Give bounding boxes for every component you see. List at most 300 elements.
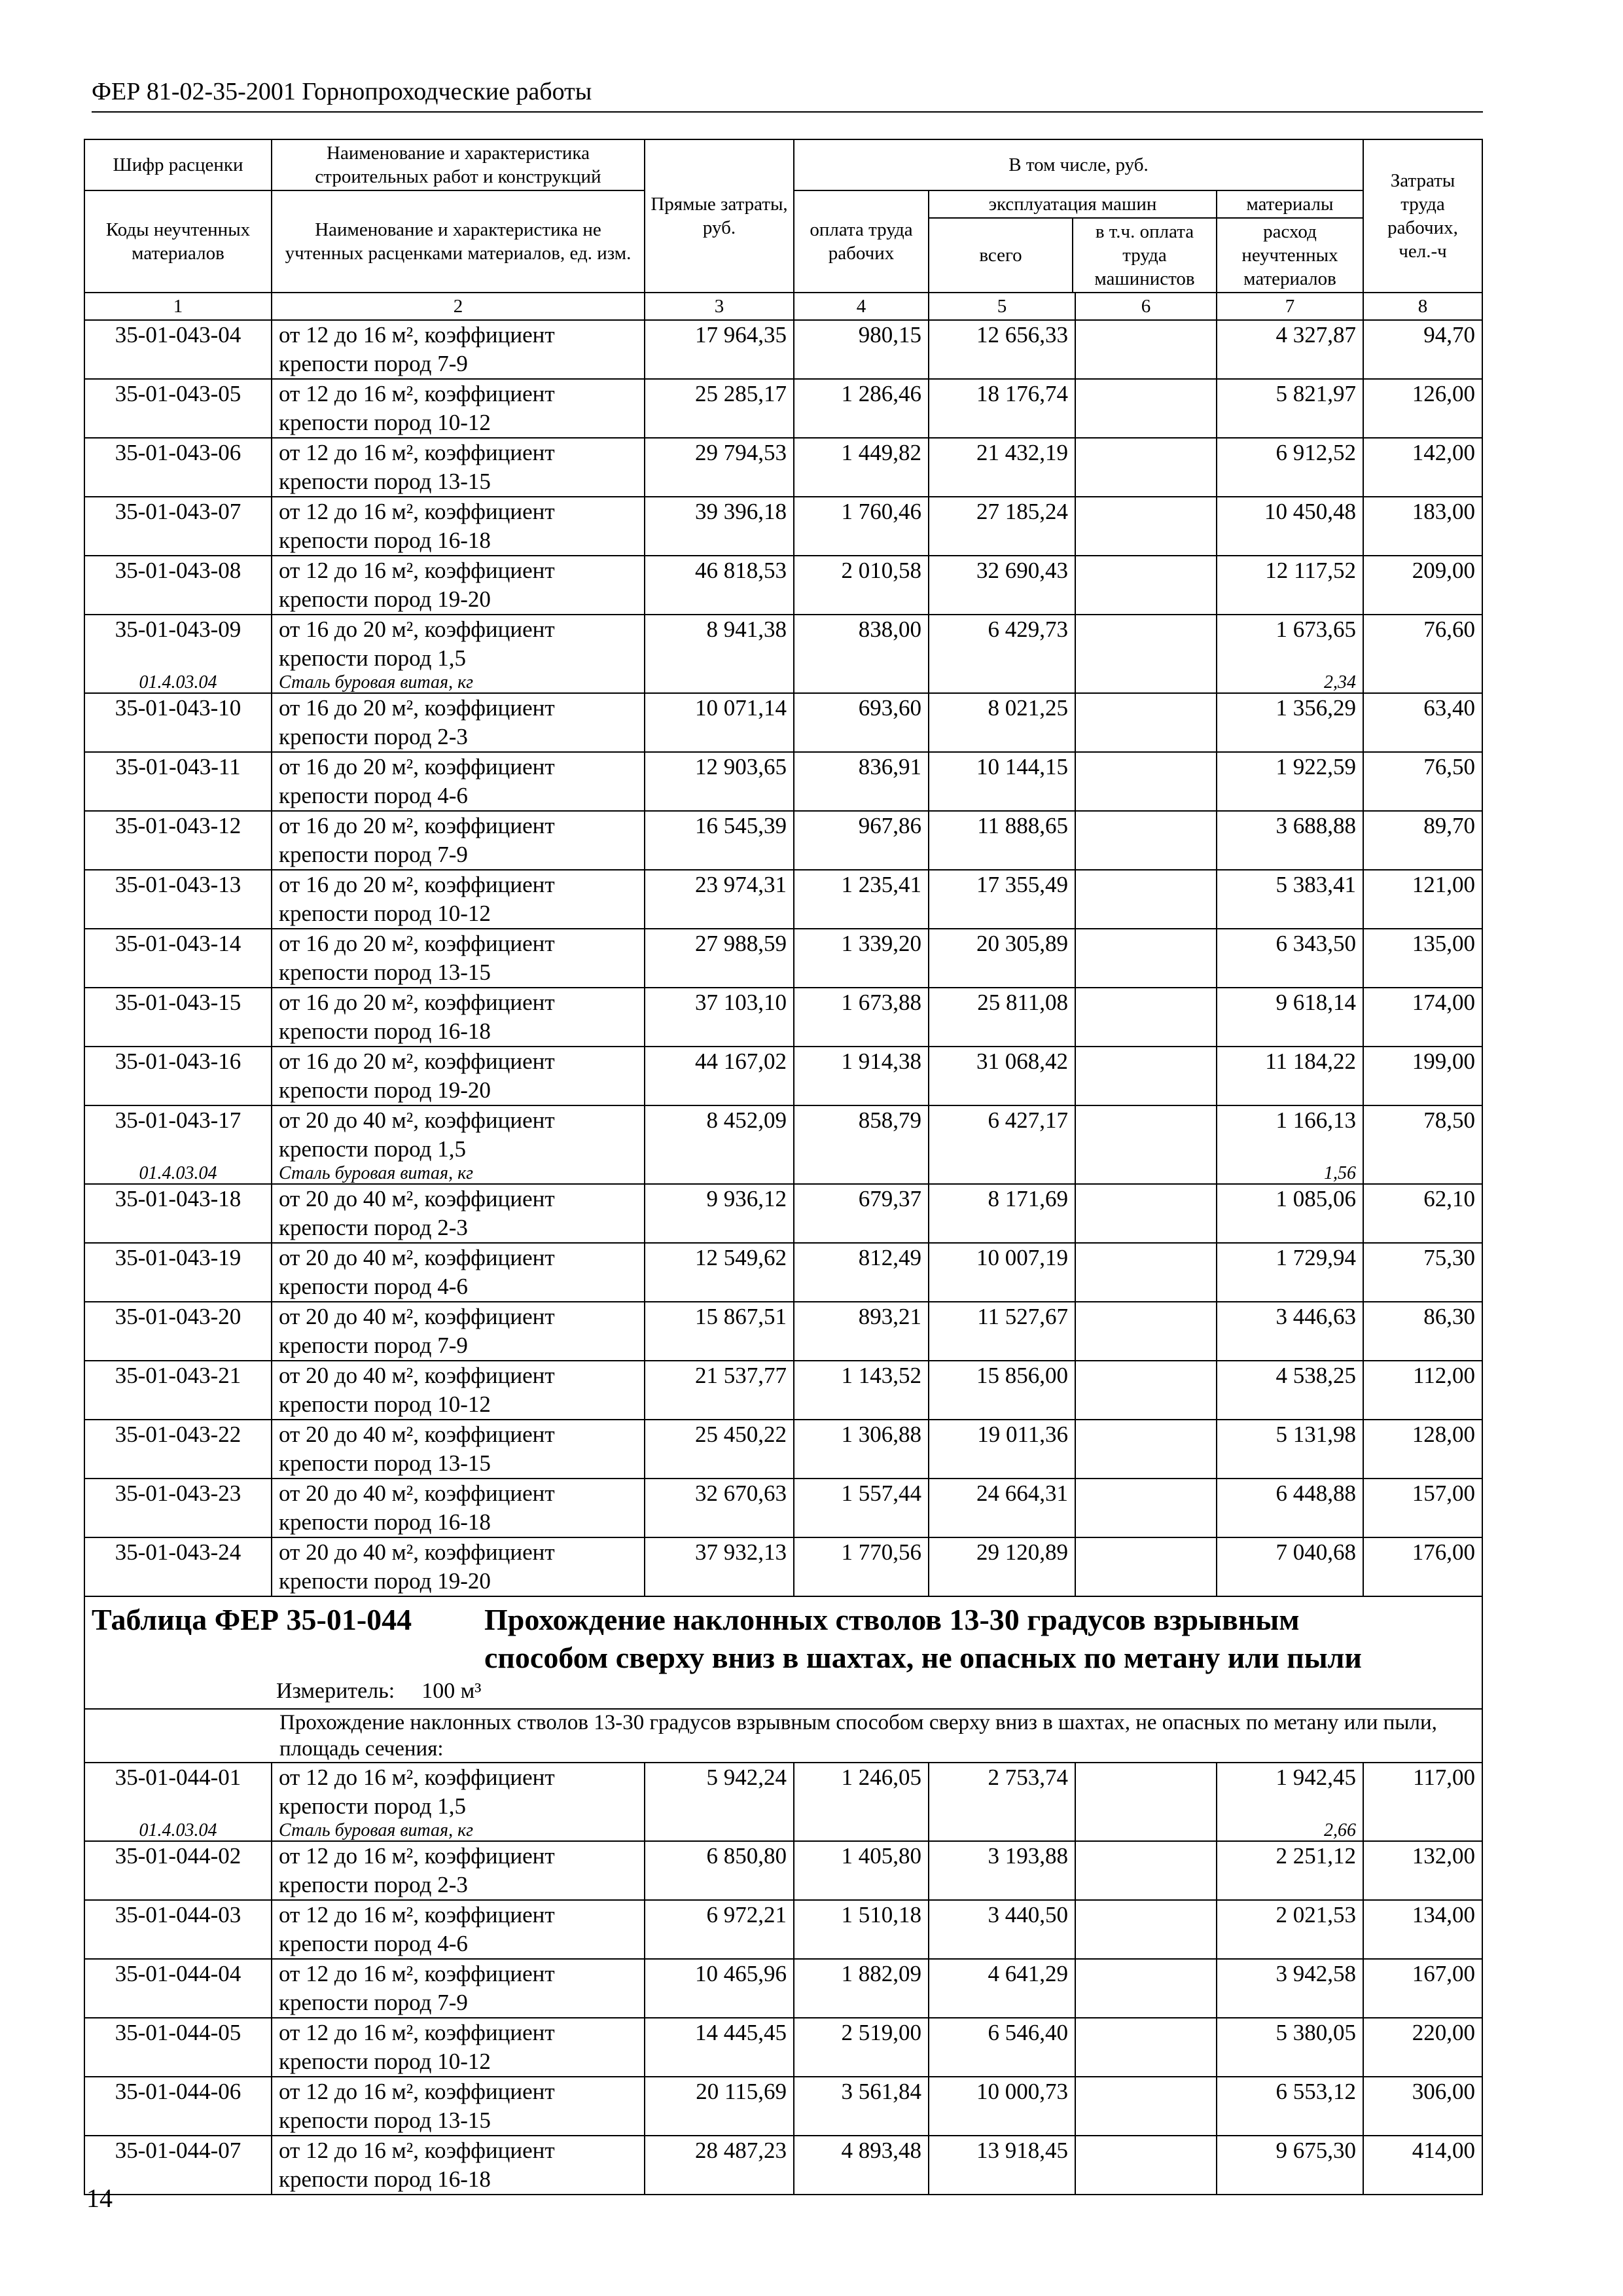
col-incl: В том числе, руб. [794, 139, 1363, 190]
labor-pay: 1 246,05 [794, 1763, 929, 1821]
table-row [84, 1047, 1482, 1105]
col-labor-pay: оплата труда рабочих [794, 190, 929, 293]
rate-name [272, 556, 645, 615]
materials-cost: 6 343,50 [1217, 929, 1363, 988]
materials-cost: 3 688,88 [1217, 811, 1363, 870]
materials-cost: 3 942,58 [1217, 1959, 1363, 2018]
direct-cost: 6 850,80 [645, 1841, 794, 1900]
rate-name-line1: от 12 до 16 м², коэффициент [279, 2020, 555, 2045]
labor-hours: 75,30 [1363, 1243, 1482, 1302]
col-num: 6 [1075, 293, 1217, 320]
machinist-pay [1075, 988, 1217, 1047]
machinist-pay [1075, 497, 1217, 556]
labor-hours: 174,00 [1363, 988, 1482, 1047]
machinist-pay [1075, 929, 1217, 988]
machine-cost: 11 527,67 [929, 1302, 1075, 1361]
rate-name-line2: крепости пород 4-6 [279, 1274, 468, 1299]
empty-cell [645, 673, 794, 693]
table-row [84, 1420, 1482, 1479]
rate-code: 35-01-043-15 [84, 988, 272, 1047]
rate-code: 35-01-043-24 [84, 1537, 272, 1596]
labor-pay: 1 510,18 [794, 1900, 929, 1959]
rate-name-line1: от 20 до 40 м², коэффициент [279, 1186, 555, 1211]
material-name: Сталь буровая витая, кг [272, 673, 645, 693]
table-row [84, 1361, 1482, 1420]
col-materials: материалы [1217, 191, 1363, 218]
rate-name-line1: от 20 до 40 м², коэффициент [279, 1539, 555, 1565]
machine-cost: 8 021,25 [929, 693, 1075, 752]
rate-code: 35-01-043-08 [84, 556, 272, 615]
labor-hours: 220,00 [1363, 2018, 1482, 2077]
col-materials-group [1217, 190, 1363, 293]
labor-hours: 209,00 [1363, 556, 1482, 615]
rate-name-line1: от 12 до 16 м², коэффициент [279, 499, 555, 524]
material-name: Сталь буровая витая, кг [272, 1164, 645, 1184]
rate-name-line2: крепости пород 16-18 [279, 2166, 491, 2192]
empty-cell [794, 1821, 929, 1841]
column-numbers [84, 293, 1482, 320]
labor-pay: 1 339,20 [794, 929, 929, 988]
rate-name [272, 379, 645, 438]
rate-name [272, 1900, 645, 1959]
header-rule [92, 111, 1483, 113]
direct-cost: 44 167,02 [645, 1047, 794, 1105]
rate-name-line1: от 16 до 20 м², коэффициент [279, 990, 555, 1015]
col-num: 7 [1217, 293, 1363, 320]
measure-label: Измеритель: [276, 1679, 395, 1703]
materials-cost: 1 922,59 [1217, 752, 1363, 811]
rate-code: 35-01-043-16 [84, 1047, 272, 1105]
machinist-pay [1075, 1184, 1217, 1243]
materials-cost: 7 040,68 [1217, 1537, 1363, 1596]
materials-cost: 2 251,12 [1217, 1841, 1363, 1900]
rate-name-line1: от 12 до 16 м², коэффициент [279, 1765, 555, 1790]
labor-pay: 1 673,88 [794, 988, 929, 1047]
col-name2: Наименование и характеристика не учтенных расценками материалов, ед. изм. [272, 190, 645, 293]
machinist-pay [1075, 1302, 1217, 1361]
section-044 [84, 1596, 1482, 1763]
col-machines: эксплуатация машин [929, 191, 1216, 218]
table-row [84, 1959, 1482, 2018]
machine-cost: 21 432,19 [929, 438, 1075, 497]
machinist-pay [1075, 1420, 1217, 1479]
rate-name-line2: крепости пород 19-20 [279, 1568, 491, 1594]
section-description: Прохождение наклонных стволов 13-30 градусов взрывным способом сверху вниз в шахтах, не опасных по метану или пыли, площадь сечения: [272, 1709, 1482, 1763]
rates-table [84, 139, 1483, 2195]
labor-hours: 78,50 [1363, 1105, 1482, 1164]
col-mach-total: всего [929, 218, 1073, 292]
direct-cost: 37 103,10 [645, 988, 794, 1047]
rate-code: 35-01-043-04 [84, 320, 272, 379]
labor-hours: 135,00 [1363, 929, 1482, 988]
labor-pay: 1 882,09 [794, 1959, 929, 2018]
materials-cost: 1 166,13 [1217, 1105, 1363, 1164]
labor-pay: 812,49 [794, 1243, 929, 1302]
material-code: 01.4.03.04 [84, 1821, 272, 1841]
machine-cost: 4 641,29 [929, 1959, 1075, 2018]
rate-name-line2: крепости пород 10-12 [279, 410, 491, 435]
rate-code: 35-01-043-11 [84, 752, 272, 811]
labor-hours: 121,00 [1363, 870, 1482, 929]
materials-cost: 1 356,29 [1217, 693, 1363, 752]
labor-hours: 94,70 [1363, 320, 1482, 379]
materials-cost: 1 942,45 [1217, 1763, 1363, 1821]
col-code: Шифр расценки [84, 139, 272, 190]
empty-cell [1075, 1821, 1217, 1841]
labor-pay: 1 306,88 [794, 1420, 929, 1479]
direct-cost: 46 818,53 [645, 556, 794, 615]
direct-cost: 21 537,77 [645, 1361, 794, 1420]
rate-name-line1: от 16 до 20 м², коэффициент [279, 617, 555, 642]
rate-name-line1: от 20 до 40 м², коэффициент [279, 1107, 555, 1133]
rate-code: 35-01-043-05 [84, 379, 272, 438]
labor-pay: 1 449,82 [794, 438, 929, 497]
labor-hours: 63,40 [1363, 693, 1482, 752]
labor-pay: 967,86 [794, 811, 929, 870]
rate-name [272, 2077, 645, 2136]
rate-name [272, 693, 645, 752]
rate-name [272, 1243, 645, 1302]
rate-name-line1: от 12 до 16 м², коэффициент [279, 2138, 555, 2163]
machine-cost: 17 355,49 [929, 870, 1075, 929]
rate-name-line2: крепости пород 10-12 [279, 1391, 491, 1417]
rate-code: 35-01-044-05 [84, 2018, 272, 2077]
rate-code: 35-01-043-14 [84, 929, 272, 988]
rate-name-line2: крепости пород 16-18 [279, 1509, 491, 1535]
rate-name-line1: от 12 до 16 м², коэффициент [279, 381, 555, 406]
direct-cost: 16 545,39 [645, 811, 794, 870]
labor-hours: 117,00 [1363, 1763, 1482, 1821]
machine-cost: 13 918,45 [929, 2136, 1075, 2195]
rate-code: 35-01-043-09 [84, 615, 272, 673]
labor-pay: 980,15 [794, 320, 929, 379]
col-num: 5 [929, 293, 1075, 320]
machinist-pay [1075, 1841, 1217, 1900]
rate-code: 35-01-043-12 [84, 811, 272, 870]
rate-name [272, 1537, 645, 1596]
table-row [84, 1479, 1482, 1537]
machinist-pay [1075, 2136, 1217, 2195]
rate-name-line1: от 20 до 40 м², коэффициент [279, 1363, 555, 1388]
labor-hours: 142,00 [1363, 438, 1482, 497]
rate-name-line1: от 12 до 16 м², коэффициент [279, 1902, 555, 1928]
empty-cell [1363, 1164, 1482, 1184]
machinist-pay [1075, 870, 1217, 929]
material-code: 01.4.03.04 [84, 673, 272, 693]
rate-name-line1: от 12 до 16 м², коэффициент [279, 2079, 555, 2104]
rate-code: 35-01-044-01 [84, 1763, 272, 1821]
table-row [84, 1243, 1482, 1302]
machine-cost: 29 120,89 [929, 1537, 1075, 1596]
empty-cell [929, 1164, 1075, 1184]
rate-name-line1: от 20 до 40 м², коэффициент [279, 1304, 555, 1329]
rate-code: 35-01-043-23 [84, 1479, 272, 1537]
materials-cost: 9 618,14 [1217, 988, 1363, 1047]
labor-hours: 112,00 [1363, 1361, 1482, 1420]
rates-body-043 [84, 320, 1482, 1596]
labor-hours: 157,00 [1363, 1479, 1482, 1537]
rate-name [272, 1420, 645, 1479]
table-row [84, 497, 1482, 556]
direct-cost: 8 941,38 [645, 615, 794, 673]
rate-code: 35-01-043-19 [84, 1243, 272, 1302]
machinist-pay [1075, 1763, 1217, 1821]
table-row [84, 379, 1482, 438]
col-labor: Затраты труда рабочих, чел.-ч [1363, 139, 1482, 293]
rate-name [272, 1047, 645, 1105]
col-code2: Коды неучтенных материалов [84, 190, 272, 293]
col-direct: Прямые затраты, руб. [645, 139, 794, 293]
materials-cost: 9 675,30 [1217, 2136, 1363, 2195]
rate-name-line2: крепости пород 2-3 [279, 724, 468, 749]
rate-name-line1: от 16 до 20 м², коэффициент [279, 1049, 555, 1074]
machinist-pay [1075, 379, 1217, 438]
machine-cost: 11 888,65 [929, 811, 1075, 870]
material-qty: 2,34 [1217, 673, 1363, 693]
machinist-pay [1075, 1243, 1217, 1302]
rate-name-line2: крепости пород 1,5 [279, 645, 466, 671]
rate-name [272, 988, 645, 1047]
labor-hours: 134,00 [1363, 1900, 1482, 1959]
machine-cost: 25 811,08 [929, 988, 1075, 1047]
materials-cost: 4 538,25 [1217, 1361, 1363, 1420]
material-row [84, 1164, 1482, 1184]
rate-name-line1: от 20 до 40 м², коэффициент [279, 1422, 555, 1447]
materials-cost: 5 821,97 [1217, 379, 1363, 438]
direct-cost: 5 942,24 [645, 1763, 794, 1821]
rate-name [272, 438, 645, 497]
table-row [84, 1105, 1482, 1164]
labor-pay: 693,60 [794, 693, 929, 752]
labor-pay: 2 010,58 [794, 556, 929, 615]
material-code: 01.4.03.04 [84, 1164, 272, 1184]
labor-pay: 3 561,84 [794, 2077, 929, 2136]
rate-name-line2: крепости пород 1,5 [279, 1136, 466, 1162]
rates-body-044 [84, 1763, 1482, 2195]
rate-name-line1: от 16 до 20 м², коэффициент [279, 872, 555, 897]
table-row [84, 320, 1482, 379]
table-header [84, 139, 1482, 320]
table-row [84, 1841, 1482, 1900]
labor-pay: 679,37 [794, 1184, 929, 1243]
rate-name-line2: крепости пород 2-3 [279, 1872, 468, 1897]
materials-cost: 4 327,87 [1217, 320, 1363, 379]
table-row [84, 615, 1482, 673]
rate-code: 35-01-044-06 [84, 2077, 272, 2136]
materials-cost: 12 117,52 [1217, 556, 1363, 615]
rate-name [272, 1184, 645, 1243]
material-qty: 2,66 [1217, 1821, 1363, 1841]
materials-cost: 1 085,06 [1217, 1184, 1363, 1243]
direct-cost: 23 974,31 [645, 870, 794, 929]
labor-pay: 1 760,46 [794, 497, 929, 556]
labor-pay: 836,91 [794, 752, 929, 811]
machine-cost: 8 171,69 [929, 1184, 1075, 1243]
rate-name-line2: крепости пород 7-9 [279, 1333, 468, 1358]
labor-pay: 893,21 [794, 1302, 929, 1361]
rate-code: 35-01-043-20 [84, 1302, 272, 1361]
rate-name [272, 497, 645, 556]
col-num: 1 [84, 293, 272, 320]
labor-hours: 62,10 [1363, 1184, 1482, 1243]
col-mach-labor: в т.ч. оплата труда машинистов [1094, 221, 1195, 289]
table-row [84, 1763, 1482, 1821]
rate-code: 35-01-043-10 [84, 693, 272, 752]
rate-code: 35-01-043-22 [84, 1420, 272, 1479]
table-row [84, 1302, 1482, 1361]
rate-name-line1: от 12 до 16 м², коэффициент [279, 558, 555, 583]
rate-code: 35-01-044-07 [84, 2136, 272, 2195]
machinist-pay [1075, 1047, 1217, 1105]
labor-pay: 858,79 [794, 1105, 929, 1164]
labor-hours: 76,60 [1363, 615, 1482, 673]
col-num: 4 [794, 293, 929, 320]
machine-cost: 10 144,15 [929, 752, 1075, 811]
table-row [84, 988, 1482, 1047]
machine-cost: 10 007,19 [929, 1243, 1075, 1302]
table-row [84, 752, 1482, 811]
direct-cost: 14 445,45 [645, 2018, 794, 2077]
materials-cost: 6 553,12 [1217, 2077, 1363, 2136]
rate-name-line1: от 16 до 20 м², коэффициент [279, 813, 555, 838]
rate-name-line2: крепости пород 10-12 [279, 901, 491, 926]
empty-cell [929, 673, 1075, 693]
machine-cost: 27 185,24 [929, 497, 1075, 556]
table-row [84, 556, 1482, 615]
direct-cost: 15 867,51 [645, 1302, 794, 1361]
direct-cost: 10 071,14 [645, 693, 794, 752]
table-row [84, 1900, 1482, 1959]
labor-hours: 306,00 [1363, 2077, 1482, 2136]
machinist-pay [1075, 1361, 1217, 1420]
machine-cost: 31 068,42 [929, 1047, 1075, 1105]
rate-name-line2: крепости пород 19-20 [279, 1077, 491, 1103]
machinist-pay [1075, 615, 1217, 673]
col-machines-group [929, 190, 1217, 293]
machinist-pay [1075, 1537, 1217, 1596]
rate-name [272, 615, 645, 673]
materials-cost: 2 021,53 [1217, 1900, 1363, 1959]
direct-cost: 27 988,59 [645, 929, 794, 988]
col-num: 2 [272, 293, 645, 320]
labor-hours: 414,00 [1363, 2136, 1482, 2195]
rate-name [272, 1361, 645, 1420]
empty-cell [645, 1164, 794, 1184]
col-name: Наименование и характеристика строительных работ и конструкций [272, 139, 645, 190]
machinist-pay [1075, 1105, 1217, 1164]
rate-code: 35-01-043-13 [84, 870, 272, 929]
rate-name-line2: крепости пород 13-15 [279, 469, 491, 494]
table-row [84, 870, 1482, 929]
table-row [84, 811, 1482, 870]
machine-cost: 2 753,74 [929, 1763, 1075, 1821]
labor-pay: 1 405,80 [794, 1841, 929, 1900]
labor-pay: 1 143,52 [794, 1361, 929, 1420]
material-row [84, 673, 1482, 693]
rate-name-line2: крепости пород 4-6 [279, 783, 468, 808]
rate-name-line2: крепости пород 13-15 [279, 2108, 491, 2133]
table-row [84, 2018, 1482, 2077]
machine-cost: 10 000,73 [929, 2077, 1075, 2136]
machine-cost: 20 305,89 [929, 929, 1075, 988]
empty-cell [1363, 673, 1482, 693]
rate-name-line1: от 16 до 20 м², коэффициент [279, 931, 555, 956]
rate-name [272, 752, 645, 811]
rate-code: 35-01-043-17 [84, 1105, 272, 1164]
direct-cost: 37 932,13 [645, 1537, 794, 1596]
rate-code: 35-01-044-02 [84, 1841, 272, 1900]
rate-name-line2: крепости пород 7-9 [279, 1990, 468, 2015]
machine-cost: 6 427,17 [929, 1105, 1075, 1164]
section-title-line2: способом сверху вниз в шахтах, не опасных по метану или пыли [484, 1641, 1362, 1674]
labor-hours: 128,00 [1363, 1420, 1482, 1479]
machinist-pay [1075, 2018, 1217, 2077]
rate-name-line2: крепости пород 16-18 [279, 1018, 491, 1044]
labor-pay: 1 557,44 [794, 1479, 929, 1537]
empty-cell [794, 673, 929, 693]
labor-hours: 176,00 [1363, 1537, 1482, 1596]
machinist-pay [1075, 1479, 1217, 1537]
labor-pay: 2 519,00 [794, 2018, 929, 2077]
empty-cell [645, 1821, 794, 1841]
rate-name-line2: крепости пород 4-6 [279, 1931, 468, 1956]
direct-cost: 25 450,22 [645, 1420, 794, 1479]
rate-name-line2: крепости пород 13-15 [279, 960, 491, 985]
page-number: 14 [86, 2183, 113, 2213]
rate-name-line1: от 20 до 40 м², коэффициент [279, 1480, 555, 1506]
materials-cost: 5 131,98 [1217, 1420, 1363, 1479]
machine-cost: 24 664,31 [929, 1479, 1075, 1537]
col-num: 3 [645, 293, 794, 320]
machine-cost: 19 011,36 [929, 1420, 1075, 1479]
rate-name-line2: крепости пород 10-12 [279, 2049, 491, 2074]
rate-name [272, 870, 645, 929]
direct-cost: 29 794,53 [645, 438, 794, 497]
rate-name-line1: от 12 до 16 м², коэффициент [279, 440, 555, 465]
rate-name [272, 1841, 645, 1900]
measure-value: 100 м³ [421, 1679, 482, 1703]
labor-hours: 167,00 [1363, 1959, 1482, 2018]
labor-hours: 86,30 [1363, 1302, 1482, 1361]
labor-pay: 1 286,46 [794, 379, 929, 438]
table-row [84, 438, 1482, 497]
machine-cost: 18 176,74 [929, 379, 1075, 438]
rate-name [272, 320, 645, 379]
machine-cost: 3 440,50 [929, 1900, 1075, 1959]
table-row [84, 2136, 1482, 2195]
materials-cost: 1 673,65 [1217, 615, 1363, 673]
direct-cost: 39 396,18 [645, 497, 794, 556]
labor-hours: 183,00 [1363, 497, 1482, 556]
rate-name [272, 1105, 645, 1164]
rate-name-line1: от 16 до 20 м², коэффициент [279, 695, 555, 721]
rate-name-line1: от 12 до 16 м², коэффициент [279, 1843, 555, 1869]
machinist-pay [1075, 693, 1217, 752]
direct-cost: 8 452,09 [645, 1105, 794, 1164]
empty-cell [1075, 1164, 1217, 1184]
direct-cost: 12 549,62 [645, 1243, 794, 1302]
rate-code: 35-01-043-21 [84, 1361, 272, 1420]
machine-cost: 32 690,43 [929, 556, 1075, 615]
rate-name-line2: крепости пород 13-15 [279, 1450, 491, 1476]
materials-cost: 6 912,52 [1217, 438, 1363, 497]
table-row [84, 693, 1482, 752]
machinist-pay [1075, 811, 1217, 870]
machine-cost: 3 193,88 [929, 1841, 1075, 1900]
material-row [84, 1821, 1482, 1841]
rate-name [272, 1763, 645, 1821]
machinist-pay [1075, 2077, 1217, 2136]
